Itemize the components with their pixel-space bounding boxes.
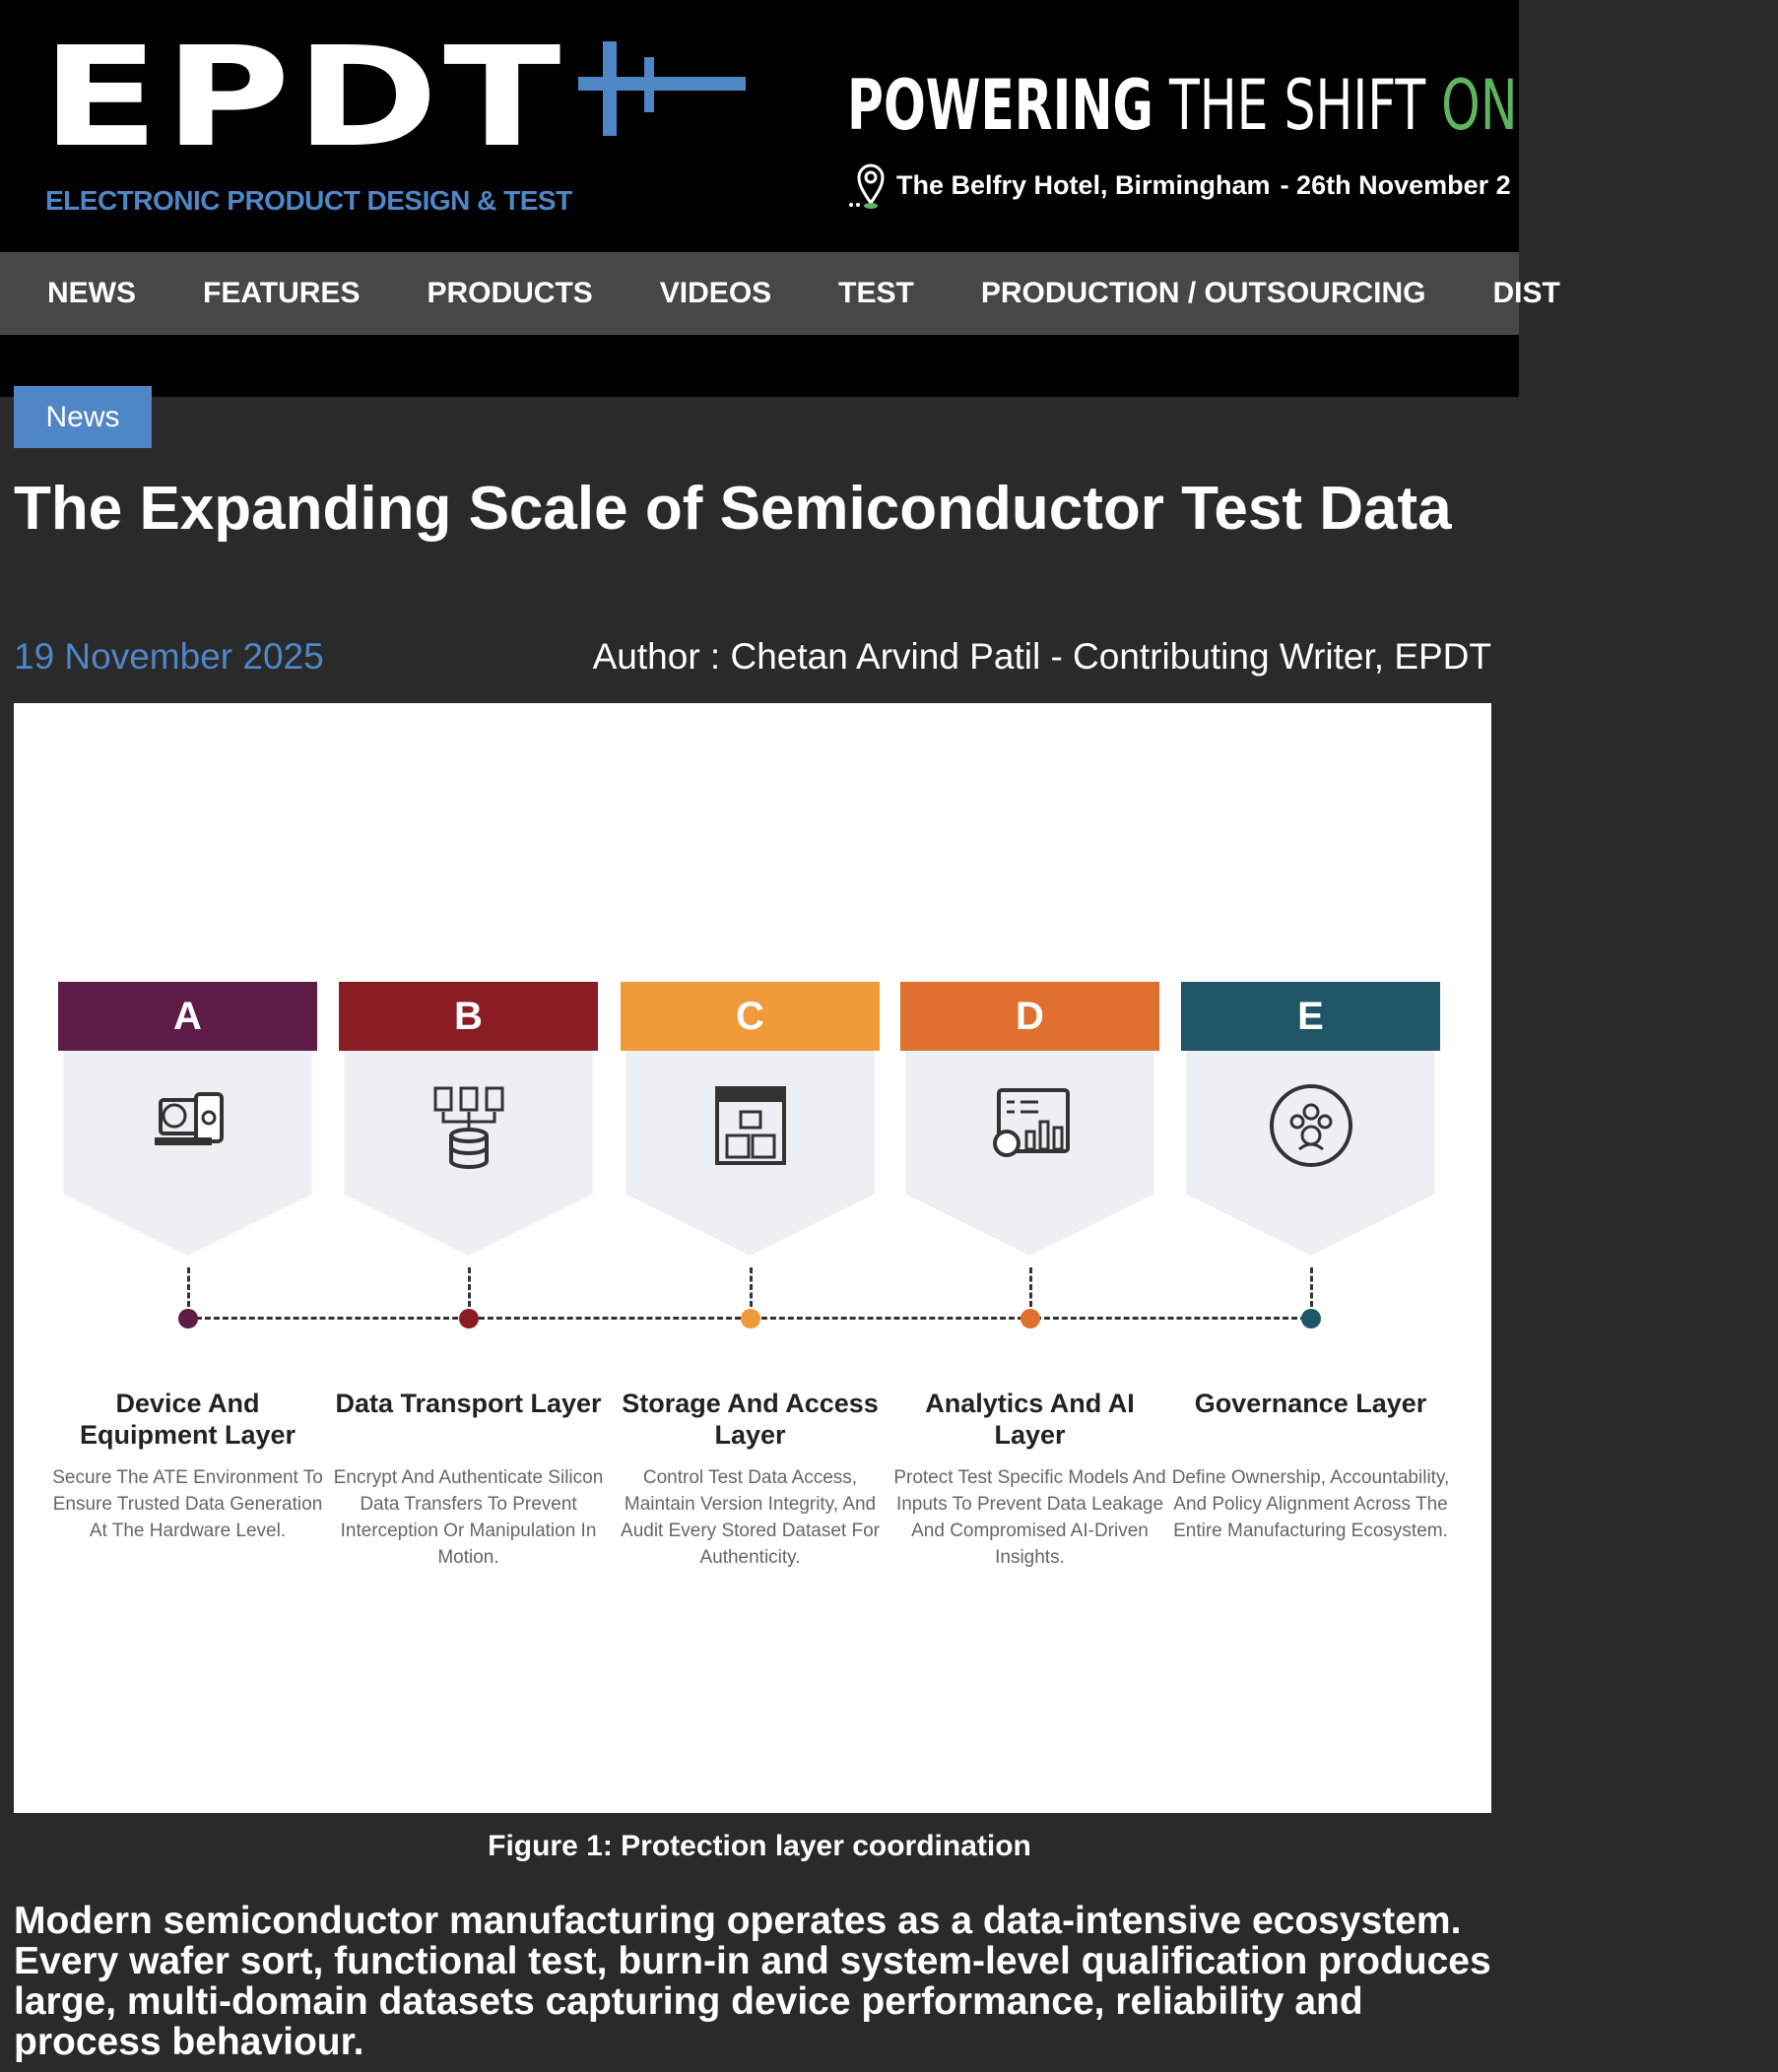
timeline-dot [459, 1309, 479, 1328]
logo-mark-bar [578, 77, 746, 91]
layer-header: D [900, 982, 1159, 1051]
connector-tick [1310, 1267, 1313, 1307]
layer-card [900, 1051, 1159, 1256]
category-badge[interactable]: News [14, 386, 152, 448]
layer-description: Secure The ATE Environment To Ensure Trusted Data Generation At The Hardware Level. [52, 1467, 323, 1541]
event-location: The Belfry Hotel, Birmingham [896, 169, 1271, 200]
banner-word: THE SHIFT [1168, 65, 1426, 146]
nav-features[interactable]: FEATURES [203, 277, 361, 309]
figure-caption: Figure 1: Protection layer coordination [488, 1830, 1031, 1862]
site-header [0, 0, 1519, 252]
article-author: Author : Chetan Arvind Patil - Contributing Writer, EPDT [592, 636, 1491, 677]
article-title: The Expanding Scale of Semiconductor Test Data [14, 475, 1452, 543]
timeline-dot [178, 1309, 198, 1328]
layer-title: Analytics And AI Layer [925, 1389, 1135, 1450]
layer-column-a [52, 982, 323, 1541]
layer-card [58, 1051, 317, 1256]
layer-description: Encrypt And Authenticate Silicon Data Transfers To Prevent Interception Or Manipulation In Motion. [333, 1467, 604, 1568]
layer-card [1181, 1051, 1440, 1256]
layer-header: E [1181, 982, 1440, 1051]
layer-title: Data Transport Layer [335, 1389, 602, 1418]
article-date: 19 November 2025 [14, 636, 324, 677]
event-date: - 26th November 2 [1280, 169, 1511, 200]
governance-people-icon [1264, 1078, 1358, 1173]
device-equipment-icon [141, 1078, 235, 1173]
connector-tick [750, 1267, 753, 1307]
connector-tick [187, 1267, 190, 1307]
analytics-chart-icon [983, 1078, 1078, 1173]
logo-subtitle: ELECTRONIC PRODUCT DESIGN & TEST [45, 185, 572, 216]
timeline-dot [741, 1309, 760, 1328]
layer-card [621, 1051, 880, 1256]
nav-production-outsourcing[interactable]: PRODUCTION / OUTSOURCING [980, 277, 1426, 309]
layer-title: Governance Layer [1194, 1389, 1427, 1418]
connector-tick [468, 1267, 471, 1307]
layer-header: C [621, 982, 880, 1051]
layer-column-c [621, 982, 880, 1568]
layer-column-d [893, 982, 1166, 1568]
figure-diagram [14, 703, 1491, 1813]
layer-column-e [1171, 982, 1450, 1541]
logo-text: EPDT [41, 18, 566, 178]
nav-news[interactable]: NEWS [47, 277, 136, 309]
layer-card [339, 1051, 598, 1256]
layer-description: Define Ownership, Accountability, And Policy Alignment Across The Entire Manufacturing Ecosystem. [1171, 1467, 1450, 1541]
layer-description: Control Test Data Access, Maintain Version Integrity, And Audit Every Stored Dataset For Authenticity. [621, 1467, 880, 1568]
nav-spacer [0, 335, 1519, 397]
connector-tick [1029, 1267, 1032, 1307]
layer-header: A [58, 982, 317, 1051]
timeline-dot [1301, 1309, 1321, 1328]
nav-videos[interactable]: VIDEOS [659, 277, 772, 309]
location-pin-icon [847, 160, 887, 211]
storage-icon [703, 1078, 798, 1173]
timeline-dot [1021, 1309, 1040, 1328]
nav-distribution[interactable]: DIST [1492, 277, 1560, 309]
layer-column-b [333, 982, 604, 1568]
logo-mark-bar [644, 57, 654, 112]
layer-header: B [339, 982, 598, 1051]
main-nav [0, 252, 1560, 335]
layer-description: Protect Test Specific Models And Inputs To Prevent Data Leakage And Compromised AI-Driven Insights. [893, 1467, 1166, 1568]
event-banner[interactable] [847, 65, 1778, 200]
layer-title: Storage And Access Layer [622, 1389, 879, 1450]
banner-word: POWERING [847, 65, 1153, 146]
article-lead: Modern semiconductor manufacturing operates as a data-intensive ecosystem. Every wafer sort, functional test, burn-in and system-level qualification produces large, multi-domain datasets capturing device performance, reliability and process behaviour. [14, 1900, 1491, 2063]
layer-title: Device And Equipment Layer [79, 1389, 296, 1450]
nav-test[interactable]: TEST [838, 277, 914, 309]
database-transfer-icon [422, 1078, 516, 1173]
nav-products[interactable]: PRODUCTS [427, 277, 593, 309]
epdt-logo[interactable] [41, 18, 770, 236]
banner-word: ON [1441, 65, 1518, 146]
